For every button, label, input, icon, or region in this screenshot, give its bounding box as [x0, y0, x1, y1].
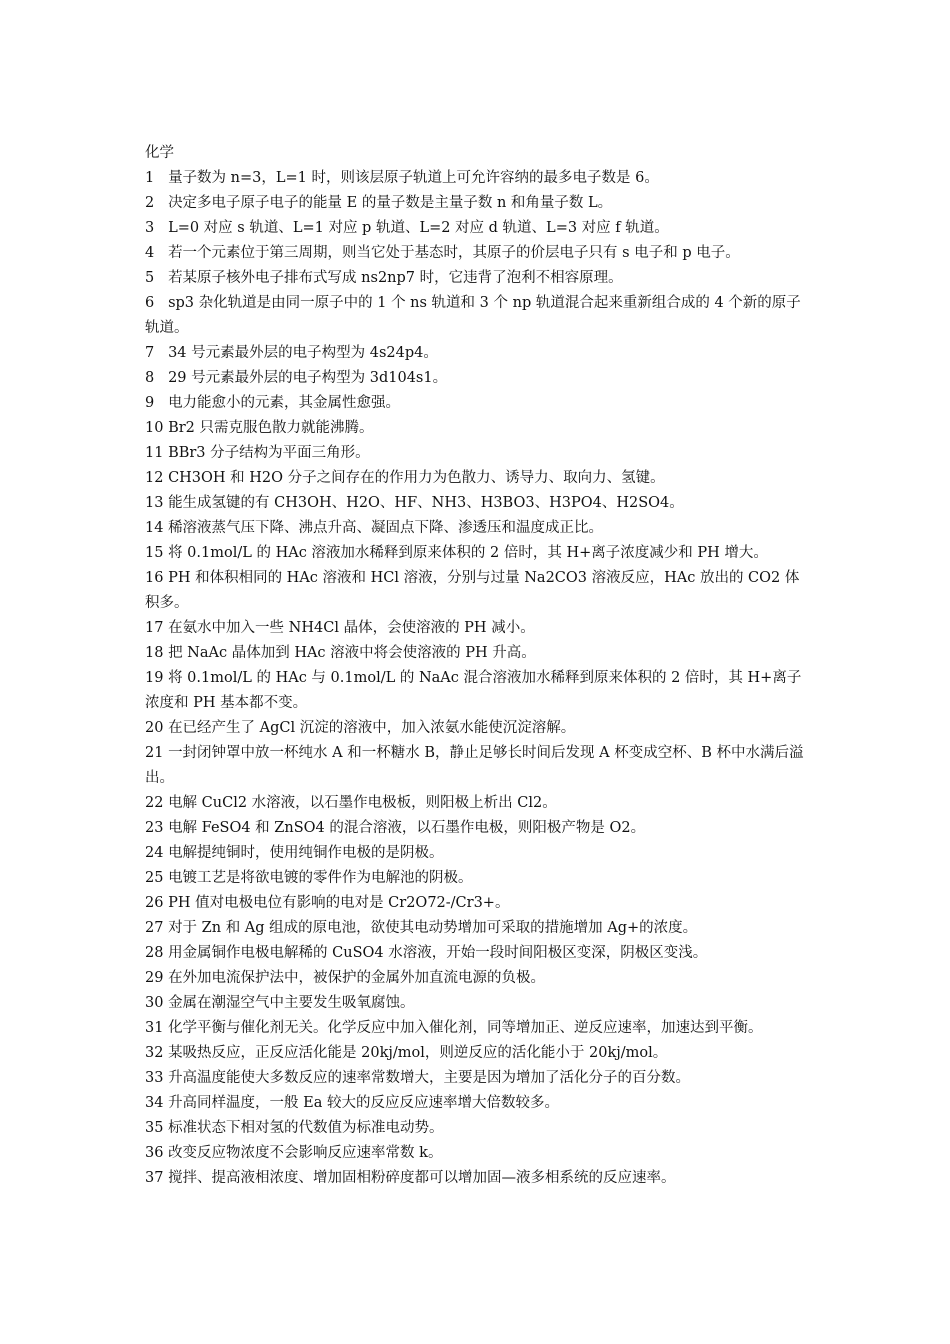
statement-item — [145, 816, 813, 841]
statement-text: 电镀工艺是将欲电镀的零件作为电解池的阴极。 — [168, 870, 473, 886]
statement-item — [145, 1066, 813, 1091]
statement-spacer — [154, 395, 168, 411]
statement-number: 6 — [145, 295, 155, 311]
statement-number: 30 — [145, 995, 164, 1011]
statement-text: 金属在潮湿空气中主要发生吸氧腐蚀。 — [168, 995, 415, 1011]
statement-item — [145, 1166, 813, 1191]
statement-text: 对于 Zn 和 Ag 组成的原电池，欲使其电动势增加可采取的措施增加 Ag+的浓度。 — [168, 920, 698, 936]
statement-number: 22 — [145, 795, 164, 811]
statement-text: 若某原子核外电子排布式写成 ns2np7 时，它违背了泡利不相容原理。 — [168, 270, 623, 286]
statement-item — [145, 341, 813, 366]
statement-spacer — [154, 195, 168, 211]
statement-item — [145, 841, 813, 866]
statement-text: sp3 杂化轨道是由同一原子中的 1 个 ns 轨道和 3 个 np 轨道混合起来重新组合成的 4 个新的原子轨道。 — [145, 295, 801, 336]
statement-item — [145, 391, 813, 416]
statement-text: 稀溶液蒸气压下降、沸点升高、凝固点下降、渗透压和温度成正比。 — [168, 520, 604, 536]
statement-number: 5 — [145, 270, 155, 286]
statement-number: 9 — [145, 395, 155, 411]
statement-item — [145, 216, 813, 241]
statement-text: 把 NaAc 晶体加到 HAc 溶液中将会使溶液的 PH 升高。 — [168, 645, 536, 661]
statement-number: 20 — [145, 720, 164, 736]
statement-number: 1 — [145, 170, 155, 186]
statement-item — [145, 891, 813, 916]
statement-number: 28 — [145, 945, 164, 961]
statement-number: 19 — [145, 670, 164, 686]
statement-number: 23 — [145, 820, 164, 836]
statement-number: 13 — [145, 495, 164, 511]
statement-text: PH 值对电极电位有影响的电对是 Cr2O72-/Cr3+。 — [168, 895, 510, 911]
statement-item — [145, 366, 813, 391]
statement-number: 10 — [145, 420, 164, 436]
statement-item — [145, 741, 813, 791]
statement-text: Br2 只需克服色散力就能沸腾。 — [168, 420, 374, 436]
statement-item — [145, 166, 813, 191]
statement-item — [145, 516, 813, 541]
statement-number: 11 — [145, 445, 164, 461]
statement-text: 用金属铜作电极电解稀的 CuSO4 水溶液，开始一段时间阳极区变深，阴极区变浅。 — [168, 945, 708, 961]
statement-item — [145, 641, 813, 666]
statement-text: 搅拌、提高液相浓度、增加固相粉碎度都可以增加固—液多相系统的反应速率。 — [168, 1170, 676, 1186]
statement-text: 电解 CuCl2 水溶液，以石墨作电极板，则阳极上析出 Cl2。 — [168, 795, 557, 811]
statement-item — [145, 616, 813, 641]
statement-text: PH 和体积相同的 HAc 溶液和 HCl 溶液，分别与过量 Na2CO3 溶液反应，HAc 放出的 CO2 体积多。 — [145, 570, 800, 611]
statement-item — [145, 941, 813, 966]
statement-number: 33 — [145, 1070, 164, 1086]
statement-item — [145, 1116, 813, 1141]
statement-number: 37 — [145, 1170, 164, 1186]
document-body — [145, 141, 813, 1191]
statement-item — [145, 441, 813, 466]
statement-item — [145, 1091, 813, 1116]
statement-text: 29 号元素最外层的电子构型为 3d104s1。 — [168, 370, 448, 386]
statement-text: 34 号元素最外层的电子构型为 4s24p4。 — [168, 345, 438, 361]
statement-text: 在外加电流保护法中，被保护的金属外加直流电源的负极。 — [168, 970, 546, 986]
statement-item — [145, 716, 813, 741]
statement-number: 27 — [145, 920, 164, 936]
statement-item — [145, 241, 813, 266]
statement-text: 将 0.1mol/L 的 HAc 溶液加水稀释到原来体积的 2 倍时，其 H+离子浓度减少和 PH 增大。 — [168, 545, 768, 561]
statement-number: 26 — [145, 895, 164, 911]
statement-text: L=0 对应 s 轨道、L=1 对应 p 轨道、L=2 对应 d 轨道、L=3 对应 f 轨道。 — [168, 220, 669, 236]
statement-item — [145, 1041, 813, 1066]
statement-text: 一封闭钟罩中放一杯纯水 A 和一杯糖水 B，静止足够长时间后发现 A 杯变成空杯、B 杯中水满后溢出。 — [145, 745, 804, 786]
statement-item — [145, 1016, 813, 1041]
statement-text: 量子数为 n=3，L=1 时，则该层原子轨道上可允许容纳的最多电子数是 6。 — [168, 170, 659, 186]
statement-item — [145, 191, 813, 216]
statement-text: 决定多电子原子电子的能量 E 的量子数是主量子数 n 和角量子数 L。 — [168, 195, 613, 211]
statement-spacer — [154, 345, 168, 361]
statement-text: 某吸热反应，正反应活化能是 20kj/mol，则逆反应的活化能小于 20kj/mol。 — [168, 1045, 668, 1061]
statement-text: 升高同样温度，一般 Ea 较大的反应反应速率增大倍数较多。 — [168, 1095, 560, 1111]
statement-number: 7 — [145, 345, 155, 361]
statement-number: 34 — [145, 1095, 164, 1111]
statement-number: 8 — [145, 370, 155, 386]
statement-number: 16 — [145, 570, 164, 586]
statement-item — [145, 916, 813, 941]
statement-number: 17 — [145, 620, 164, 636]
statement-text: 化学平衡与催化剂无关。化学反应中加入催化剂，同等增加正、逆反应速率，加速达到平衡。 — [168, 1020, 763, 1036]
statement-number: 29 — [145, 970, 164, 986]
statement-number: 15 — [145, 545, 164, 561]
statement-text: 若一个元素位于第三周期，则当它处于基态时，其原子的价层电子只有 s 电子和 p 电子。 — [168, 245, 740, 261]
statement-number: 36 — [145, 1145, 164, 1161]
statement-text: 电解提纯铜时，使用纯铜作电极的是阴极。 — [168, 845, 444, 861]
statement-item — [145, 666, 813, 716]
statement-text: 标准状态下相对氢的代数值为标准电动势。 — [168, 1120, 444, 1136]
statement-number: 31 — [145, 1020, 164, 1036]
statement-spacer — [154, 245, 168, 261]
statement-text: 在已经产生了 AgCl 沉淀的溶液中，加入浓氨水能使沉淀溶解。 — [168, 720, 576, 736]
statement-item — [145, 1141, 813, 1166]
statement-item — [145, 566, 813, 616]
statement-text: 升高温度能使大多数反应的速率常数增大，主要是因为增加了活化分子的百分数。 — [168, 1070, 691, 1086]
statement-number: 25 — [145, 870, 164, 886]
statement-number: 3 — [145, 220, 155, 236]
statement-text: 能生成氢键的有 CH3OH、H2O、HF、NH3、H3BO3、H3PO4、H2SO4。 — [168, 495, 684, 511]
statement-item — [145, 416, 813, 441]
statement-number: 24 — [145, 845, 164, 861]
statement-spacer — [154, 220, 168, 236]
statement-item — [145, 266, 813, 291]
statement-item — [145, 291, 813, 341]
statement-item — [145, 491, 813, 516]
statement-text: 在氨水中加入一些 NH4Cl 晶体，会使溶液的 PH 减小。 — [168, 620, 535, 636]
document-title: 化学 — [145, 145, 174, 161]
statement-text: BBr3 分子结构为平面三角形。 — [168, 445, 370, 461]
statement-text: CH3OH 和 H2O 分子之间存在的作用力为色散力、诱导力、取向力、氢键。 — [168, 470, 665, 486]
statement-item — [145, 791, 813, 816]
statement-number: 35 — [145, 1120, 164, 1136]
statement-item — [145, 866, 813, 891]
statement-number: 4 — [145, 245, 155, 261]
statement-number: 2 — [145, 195, 155, 211]
statement-number: 21 — [145, 745, 164, 761]
statement-item — [145, 991, 813, 1016]
statement-number: 32 — [145, 1045, 164, 1061]
statement-spacer — [154, 295, 168, 311]
statement-number: 18 — [145, 645, 164, 661]
statement-number: 12 — [145, 470, 164, 486]
statement-spacer — [154, 170, 168, 186]
statement-item — [145, 541, 813, 566]
statement-text: 电解 FeSO4 和 ZnSO4 的混合溶液，以石墨作电极，则阳极产物是 O2。 — [168, 820, 646, 836]
statement-text: 改变反应物浓度不会影响反应速率常数 k。 — [168, 1145, 443, 1161]
statement-list — [145, 166, 813, 1191]
statement-spacer — [154, 370, 168, 386]
statement-spacer — [154, 270, 168, 286]
statement-text: 将 0.1mol/L 的 HAc 与 0.1mol/L 的 NaAc 混合溶液加水稀释到原来体积的 2 倍时，其 H+离子浓度和 PH 基本都不变。 — [145, 670, 802, 711]
statement-number: 14 — [145, 520, 164, 536]
statement-item — [145, 966, 813, 991]
statement-item — [145, 466, 813, 491]
statement-text: 电力能愈小的元素，其金属性愈强。 — [168, 395, 401, 411]
